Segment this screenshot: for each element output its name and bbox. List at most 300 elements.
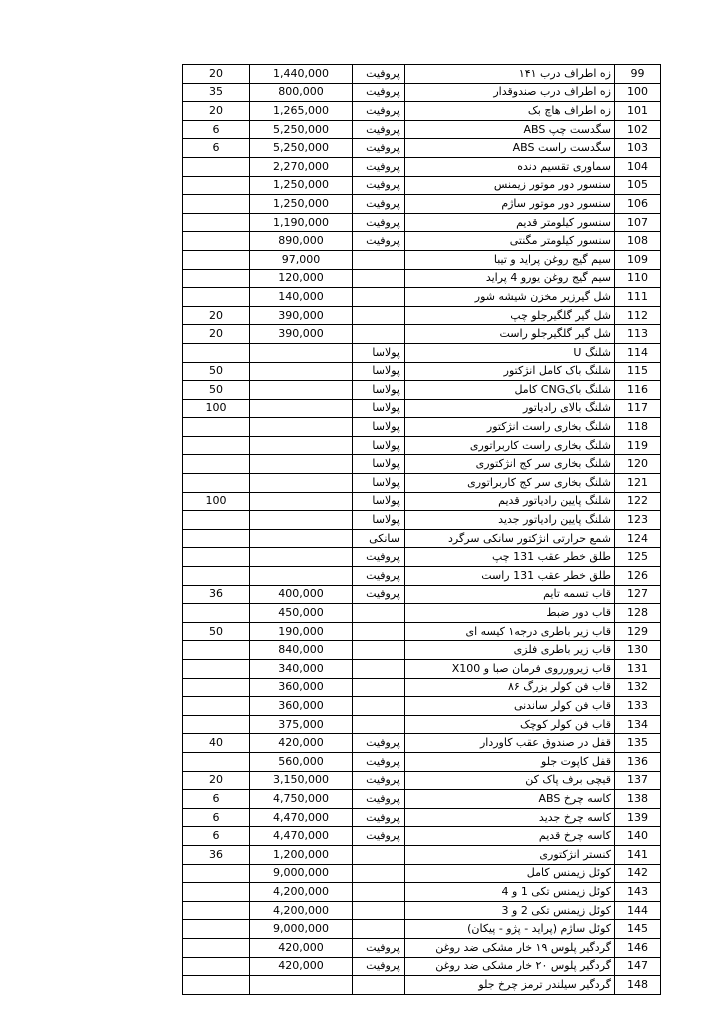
brand-cell bbox=[353, 715, 405, 734]
row-number-cell: 140 bbox=[615, 827, 661, 846]
description-cell: کوئل زیمنس تکی 1 و 4 bbox=[405, 883, 615, 902]
row-number-cell: 106 bbox=[615, 195, 661, 214]
table-row bbox=[183, 176, 661, 195]
row-number-cell: 118 bbox=[615, 418, 661, 437]
row-number-cell: 103 bbox=[615, 139, 661, 158]
row-number-cell: 143 bbox=[615, 883, 661, 902]
quantity-cell bbox=[183, 957, 250, 976]
table-row bbox=[183, 381, 661, 400]
table-row bbox=[183, 250, 661, 269]
brand-cell: پروفیت bbox=[353, 790, 405, 809]
row-number-cell: 117 bbox=[615, 399, 661, 418]
description-cell: شلنگ بخاری سر کج کاربراتوری bbox=[405, 474, 615, 493]
description-cell: سماوری تقسیم دنده bbox=[405, 157, 615, 176]
quantity-cell: 36 bbox=[183, 585, 250, 604]
description-cell: شمع حرارتی انژکتور سانکی سرگرد bbox=[405, 529, 615, 548]
brand-cell bbox=[353, 604, 405, 623]
quantity-cell bbox=[183, 529, 250, 548]
description-cell: قیچی برف پاک کن bbox=[405, 771, 615, 790]
row-number-cell: 102 bbox=[615, 120, 661, 139]
row-number-cell: 139 bbox=[615, 808, 661, 827]
price-cell: 120,000 bbox=[250, 269, 353, 288]
description-cell: قاب زیر باطری درجه۱ کیسه ای bbox=[405, 622, 615, 641]
price-cell: 140,000 bbox=[250, 288, 353, 307]
description-cell: سیم گیج روغن یورو 4 پراید bbox=[405, 269, 615, 288]
quantity-cell: 100 bbox=[183, 492, 250, 511]
price-cell: 4,470,000 bbox=[250, 808, 353, 827]
price-cell bbox=[250, 362, 353, 381]
row-number-cell: 124 bbox=[615, 529, 661, 548]
row-number-cell: 116 bbox=[615, 381, 661, 400]
quantity-cell bbox=[183, 157, 250, 176]
brand-cell bbox=[353, 660, 405, 679]
brand-cell: پروفیت bbox=[353, 938, 405, 957]
quantity-cell bbox=[183, 195, 250, 214]
quantity-cell bbox=[183, 567, 250, 586]
brand-cell bbox=[353, 325, 405, 344]
row-number-cell: 141 bbox=[615, 845, 661, 864]
row-number-cell: 120 bbox=[615, 455, 661, 474]
table-row bbox=[183, 195, 661, 214]
table-row bbox=[183, 901, 661, 920]
table-row bbox=[183, 752, 661, 771]
brand-cell: پروفیت bbox=[353, 139, 405, 158]
row-number-cell: 130 bbox=[615, 641, 661, 660]
row-number-cell: 135 bbox=[615, 734, 661, 753]
brand-cell: پولاسا bbox=[353, 511, 405, 530]
brand-cell: پروفیت bbox=[353, 176, 405, 195]
row-number-cell: 111 bbox=[615, 288, 661, 307]
table-row bbox=[183, 827, 661, 846]
quantity-cell: 100 bbox=[183, 399, 250, 418]
price-list-table bbox=[182, 64, 661, 995]
quantity-cell bbox=[183, 641, 250, 660]
price-cell: 420,000 bbox=[250, 734, 353, 753]
brand-cell bbox=[353, 976, 405, 995]
row-number-cell: 146 bbox=[615, 938, 661, 957]
row-number-cell: 132 bbox=[615, 678, 661, 697]
description-cell: شل گیر گلگیرجلو چپ bbox=[405, 306, 615, 325]
quantity-cell bbox=[183, 436, 250, 455]
description-cell: شلنگ پایین رادیاتور جدید bbox=[405, 511, 615, 530]
row-number-cell: 142 bbox=[615, 864, 661, 883]
quantity-cell bbox=[183, 660, 250, 679]
table-row bbox=[183, 845, 661, 864]
price-cell bbox=[250, 511, 353, 530]
table-row bbox=[183, 511, 661, 530]
row-number-cell: 104 bbox=[615, 157, 661, 176]
description-cell: قاب زیرورروی فرمان صبا و X100 bbox=[405, 660, 615, 679]
price-cell: 1,265,000 bbox=[250, 102, 353, 121]
row-number-cell: 131 bbox=[615, 660, 661, 679]
description-cell: زه اطراف هاچ بک bbox=[405, 102, 615, 121]
table-row bbox=[183, 362, 661, 381]
brand-cell bbox=[353, 845, 405, 864]
quantity-cell bbox=[183, 604, 250, 623]
brand-cell: پروفیت bbox=[353, 102, 405, 121]
quantity-cell bbox=[183, 697, 250, 716]
table-row bbox=[183, 325, 661, 344]
row-number-cell: 122 bbox=[615, 492, 661, 511]
table-row bbox=[183, 455, 661, 474]
quantity-cell bbox=[183, 455, 250, 474]
row-number-cell: 110 bbox=[615, 269, 661, 288]
quantity-cell bbox=[183, 938, 250, 957]
price-cell: 1,190,000 bbox=[250, 213, 353, 232]
brand-cell: پروفیت bbox=[353, 808, 405, 827]
price-cell bbox=[250, 343, 353, 362]
price-cell: 9,000,000 bbox=[250, 920, 353, 939]
row-number-cell: 119 bbox=[615, 436, 661, 455]
table-row bbox=[183, 883, 661, 902]
quantity-cell bbox=[183, 752, 250, 771]
description-cell: قاب دور ضبط bbox=[405, 604, 615, 623]
price-cell: 97,000 bbox=[250, 250, 353, 269]
description-cell: شلنگ U bbox=[405, 343, 615, 362]
price-cell: 3,150,000 bbox=[250, 771, 353, 790]
table-row bbox=[183, 548, 661, 567]
table-row bbox=[183, 102, 661, 121]
price-cell: 390,000 bbox=[250, 325, 353, 344]
price-cell bbox=[250, 399, 353, 418]
table-row bbox=[183, 641, 661, 660]
price-cell bbox=[250, 436, 353, 455]
table-row bbox=[183, 567, 661, 586]
price-cell: 890,000 bbox=[250, 232, 353, 251]
quantity-cell bbox=[183, 976, 250, 995]
description-cell: شلنگ باکCNG کامل bbox=[405, 381, 615, 400]
brand-cell: پولاسا bbox=[353, 436, 405, 455]
brand-cell: پروفیت bbox=[353, 567, 405, 586]
price-cell bbox=[250, 474, 353, 493]
brand-cell: پروفیت bbox=[353, 734, 405, 753]
table-row bbox=[183, 306, 661, 325]
table-row bbox=[183, 529, 661, 548]
table-row bbox=[183, 343, 661, 362]
price-cell: 4,200,000 bbox=[250, 901, 353, 920]
table-row bbox=[183, 492, 661, 511]
quantity-cell bbox=[183, 920, 250, 939]
brand-cell: پولاسا bbox=[353, 362, 405, 381]
description-cell: گردگیر پلوس ۱۹ خار مشکی ضد روغن bbox=[405, 938, 615, 957]
description-cell: سنسور دور موتور ساژم bbox=[405, 195, 615, 214]
row-number-cell: 114 bbox=[615, 343, 661, 362]
brand-cell: پروفیت bbox=[353, 120, 405, 139]
brand-cell: پروفیت bbox=[353, 957, 405, 976]
brand-cell: پروفیت bbox=[353, 771, 405, 790]
row-number-cell: 134 bbox=[615, 715, 661, 734]
row-number-cell: 105 bbox=[615, 176, 661, 195]
price-list-body bbox=[183, 65, 661, 995]
brand-cell bbox=[353, 641, 405, 660]
description-cell: کاسه چرخ ABS bbox=[405, 790, 615, 809]
table-row bbox=[183, 418, 661, 437]
description-cell: شلنگ بخاری راست انژکتور bbox=[405, 418, 615, 437]
quantity-cell bbox=[183, 678, 250, 697]
price-cell bbox=[250, 548, 353, 567]
description-cell: زه اطراف درب صندوقدار bbox=[405, 83, 615, 102]
description-cell: سنسور کیلومتر قدیم bbox=[405, 213, 615, 232]
quantity-cell bbox=[183, 250, 250, 269]
row-number-cell: 113 bbox=[615, 325, 661, 344]
row-number-cell: 137 bbox=[615, 771, 661, 790]
quantity-cell bbox=[183, 269, 250, 288]
brand-cell bbox=[353, 306, 405, 325]
price-cell: 340,000 bbox=[250, 660, 353, 679]
brand-cell: پروفیت bbox=[353, 585, 405, 604]
brand-cell bbox=[353, 678, 405, 697]
description-cell: شل گیر گلگیرجلو راست bbox=[405, 325, 615, 344]
row-number-cell: 101 bbox=[615, 102, 661, 121]
price-cell: 560,000 bbox=[250, 752, 353, 771]
table-row bbox=[183, 157, 661, 176]
table-row bbox=[183, 920, 661, 939]
description-cell: گردگیر پلوس ۲۰ خار مشکی ضد روغن bbox=[405, 957, 615, 976]
brand-cell bbox=[353, 697, 405, 716]
table-row bbox=[183, 715, 661, 734]
brand-cell bbox=[353, 269, 405, 288]
price-cell bbox=[250, 976, 353, 995]
table-row bbox=[183, 790, 661, 809]
row-number-cell: 115 bbox=[615, 362, 661, 381]
description-cell: شلنگ بالای رادیاتور bbox=[405, 399, 615, 418]
table-row bbox=[183, 976, 661, 995]
row-number-cell: 121 bbox=[615, 474, 661, 493]
description-cell: قاب فن کولر کوچک bbox=[405, 715, 615, 734]
description-cell: کاسه چرخ جدید bbox=[405, 808, 615, 827]
quantity-cell bbox=[183, 715, 250, 734]
row-number-cell: 128 bbox=[615, 604, 661, 623]
brand-cell bbox=[353, 288, 405, 307]
quantity-cell: 50 bbox=[183, 622, 250, 641]
price-cell: 1,200,000 bbox=[250, 845, 353, 864]
brand-cell bbox=[353, 864, 405, 883]
price-cell: 840,000 bbox=[250, 641, 353, 660]
brand-cell: پروفیت bbox=[353, 65, 405, 84]
price-cell: 375,000 bbox=[250, 715, 353, 734]
price-cell: 5,250,000 bbox=[250, 120, 353, 139]
brand-cell: پولاسا bbox=[353, 381, 405, 400]
price-cell: 390,000 bbox=[250, 306, 353, 325]
brand-cell: پروفیت bbox=[353, 827, 405, 846]
row-number-cell: 127 bbox=[615, 585, 661, 604]
price-cell bbox=[250, 492, 353, 511]
row-number-cell: 100 bbox=[615, 83, 661, 102]
price-cell: 4,750,000 bbox=[250, 790, 353, 809]
price-cell bbox=[250, 381, 353, 400]
quantity-cell bbox=[183, 213, 250, 232]
brand-cell: پروفیت bbox=[353, 157, 405, 176]
quantity-cell bbox=[183, 232, 250, 251]
price-cell: 450,000 bbox=[250, 604, 353, 623]
quantity-cell bbox=[183, 474, 250, 493]
row-number-cell: 123 bbox=[615, 511, 661, 530]
description-cell: قاب تسمه تایم bbox=[405, 585, 615, 604]
description-cell: سنسور دور موتور زیمنس bbox=[405, 176, 615, 195]
table-row bbox=[183, 399, 661, 418]
table-row bbox=[183, 269, 661, 288]
row-number-cell: 99 bbox=[615, 65, 661, 84]
description-cell: شلنگ بخاری سر کج انژکتوری bbox=[405, 455, 615, 474]
quantity-cell bbox=[183, 864, 250, 883]
brand-cell: پروفیت bbox=[353, 548, 405, 567]
quantity-cell: 6 bbox=[183, 790, 250, 809]
brand-cell: پروفیت bbox=[353, 232, 405, 251]
description-cell: قاب فن کولر بزرگ ۸۶ bbox=[405, 678, 615, 697]
quantity-cell bbox=[183, 176, 250, 195]
table-row bbox=[183, 622, 661, 641]
quantity-cell: 6 bbox=[183, 139, 250, 158]
description-cell: کوئل زیمنس تکی 2 و 3 bbox=[405, 901, 615, 920]
table-row bbox=[183, 474, 661, 493]
quantity-cell: 6 bbox=[183, 120, 250, 139]
brand-cell bbox=[353, 920, 405, 939]
table-row bbox=[183, 139, 661, 158]
price-cell: 2,270,000 bbox=[250, 157, 353, 176]
price-cell: 360,000 bbox=[250, 678, 353, 697]
row-number-cell: 112 bbox=[615, 306, 661, 325]
quantity-cell bbox=[183, 548, 250, 567]
quantity-cell: 36 bbox=[183, 845, 250, 864]
table-row bbox=[183, 213, 661, 232]
price-cell bbox=[250, 418, 353, 437]
row-number-cell: 147 bbox=[615, 957, 661, 976]
price-cell: 4,470,000 bbox=[250, 827, 353, 846]
brand-cell bbox=[353, 622, 405, 641]
table-row bbox=[183, 604, 661, 623]
description-cell: کنستر انژکتوری bbox=[405, 845, 615, 864]
description-cell: شلنگ باک کامل انژکتور bbox=[405, 362, 615, 381]
row-number-cell: 107 bbox=[615, 213, 661, 232]
brand-cell bbox=[353, 250, 405, 269]
description-cell: شلنگ بخاری راست کاربراتوری bbox=[405, 436, 615, 455]
brand-cell: پروفیت bbox=[353, 83, 405, 102]
brand-cell: پولاسا bbox=[353, 418, 405, 437]
row-number-cell: 133 bbox=[615, 697, 661, 716]
table-row bbox=[183, 65, 661, 84]
brand-cell: پولاسا bbox=[353, 343, 405, 362]
description-cell: سنسور کیلومتر مگنتی bbox=[405, 232, 615, 251]
price-cell bbox=[250, 567, 353, 586]
price-cell: 1,250,000 bbox=[250, 195, 353, 214]
description-cell: طلق خطر عقب 131 راست bbox=[405, 567, 615, 586]
price-cell: 420,000 bbox=[250, 938, 353, 957]
description-cell: شلنگ پایین رادیاتور قدیم bbox=[405, 492, 615, 511]
table-row bbox=[183, 808, 661, 827]
table-row bbox=[183, 938, 661, 957]
table-row bbox=[183, 697, 661, 716]
quantity-cell bbox=[183, 288, 250, 307]
quantity-cell: 20 bbox=[183, 102, 250, 121]
quantity-cell: 20 bbox=[183, 306, 250, 325]
price-cell: 5,250,000 bbox=[250, 139, 353, 158]
quantity-cell: 20 bbox=[183, 325, 250, 344]
price-cell bbox=[250, 529, 353, 548]
quantity-cell: 20 bbox=[183, 65, 250, 84]
table-row bbox=[183, 957, 661, 976]
description-cell: سگدست چپ ABS bbox=[405, 120, 615, 139]
description-cell: شل گیرزیر مخزن شیشه شور bbox=[405, 288, 615, 307]
description-cell: قفل در صندوق عقب کاوردار bbox=[405, 734, 615, 753]
table-row bbox=[183, 585, 661, 604]
price-cell: 4,200,000 bbox=[250, 883, 353, 902]
table-row bbox=[183, 660, 661, 679]
description-cell: گردگیر سیلندر ترمز چرخ جلو bbox=[405, 976, 615, 995]
quantity-cell bbox=[183, 901, 250, 920]
brand-cell: پروفیت bbox=[353, 213, 405, 232]
brand-cell: پولاسا bbox=[353, 399, 405, 418]
brand-cell: پروفیت bbox=[353, 752, 405, 771]
row-number-cell: 125 bbox=[615, 548, 661, 567]
row-number-cell: 129 bbox=[615, 622, 661, 641]
price-cell bbox=[250, 455, 353, 474]
description-cell: سگدست راست ABS bbox=[405, 139, 615, 158]
quantity-cell bbox=[183, 418, 250, 437]
price-cell: 420,000 bbox=[250, 957, 353, 976]
quantity-cell bbox=[183, 883, 250, 902]
row-number-cell: 145 bbox=[615, 920, 661, 939]
table-row bbox=[183, 864, 661, 883]
table-row bbox=[183, 232, 661, 251]
quantity-cell: 50 bbox=[183, 381, 250, 400]
brand-cell: سانکی bbox=[353, 529, 405, 548]
price-cell: 1,440,000 bbox=[250, 65, 353, 84]
price-cell: 9,000,000 bbox=[250, 864, 353, 883]
brand-cell: پولاسا bbox=[353, 474, 405, 493]
table-row bbox=[183, 678, 661, 697]
brand-cell: پولاسا bbox=[353, 492, 405, 511]
quantity-cell bbox=[183, 511, 250, 530]
quantity-cell: 6 bbox=[183, 808, 250, 827]
table-row bbox=[183, 771, 661, 790]
table-row bbox=[183, 120, 661, 139]
row-number-cell: 144 bbox=[615, 901, 661, 920]
table-row bbox=[183, 436, 661, 455]
table-row bbox=[183, 83, 661, 102]
brand-cell: پروفیت bbox=[353, 195, 405, 214]
description-cell: کوئل زیمنس کامل bbox=[405, 864, 615, 883]
quantity-cell: 20 bbox=[183, 771, 250, 790]
row-number-cell: 108 bbox=[615, 232, 661, 251]
description-cell: سیم گیج روغن پراید و تیبا bbox=[405, 250, 615, 269]
row-number-cell: 126 bbox=[615, 567, 661, 586]
quantity-cell bbox=[183, 343, 250, 362]
description-cell: کاسه چرخ قدیم bbox=[405, 827, 615, 846]
description-cell: قاب زیر باطری فلزی bbox=[405, 641, 615, 660]
brand-cell bbox=[353, 883, 405, 902]
row-number-cell: 109 bbox=[615, 250, 661, 269]
description-cell: قاب فن کولر ساندنی bbox=[405, 697, 615, 716]
quantity-cell: 50 bbox=[183, 362, 250, 381]
row-number-cell: 148 bbox=[615, 976, 661, 995]
row-number-cell: 138 bbox=[615, 790, 661, 809]
table-row bbox=[183, 288, 661, 307]
price-cell: 360,000 bbox=[250, 697, 353, 716]
price-cell: 800,000 bbox=[250, 83, 353, 102]
description-cell: زه اطراف درب ۱۴۱ bbox=[405, 65, 615, 84]
row-number-cell: 136 bbox=[615, 752, 661, 771]
price-cell: 400,000 bbox=[250, 585, 353, 604]
description-cell: طلق خطر عقب 131 چپ bbox=[405, 548, 615, 567]
brand-cell bbox=[353, 901, 405, 920]
price-cell: 190,000 bbox=[250, 622, 353, 641]
quantity-cell: 40 bbox=[183, 734, 250, 753]
quantity-cell: 6 bbox=[183, 827, 250, 846]
description-cell: قفل کاپوت جلو bbox=[405, 752, 615, 771]
quantity-cell: 35 bbox=[183, 83, 250, 102]
price-cell: 1,250,000 bbox=[250, 176, 353, 195]
table-row bbox=[183, 734, 661, 753]
